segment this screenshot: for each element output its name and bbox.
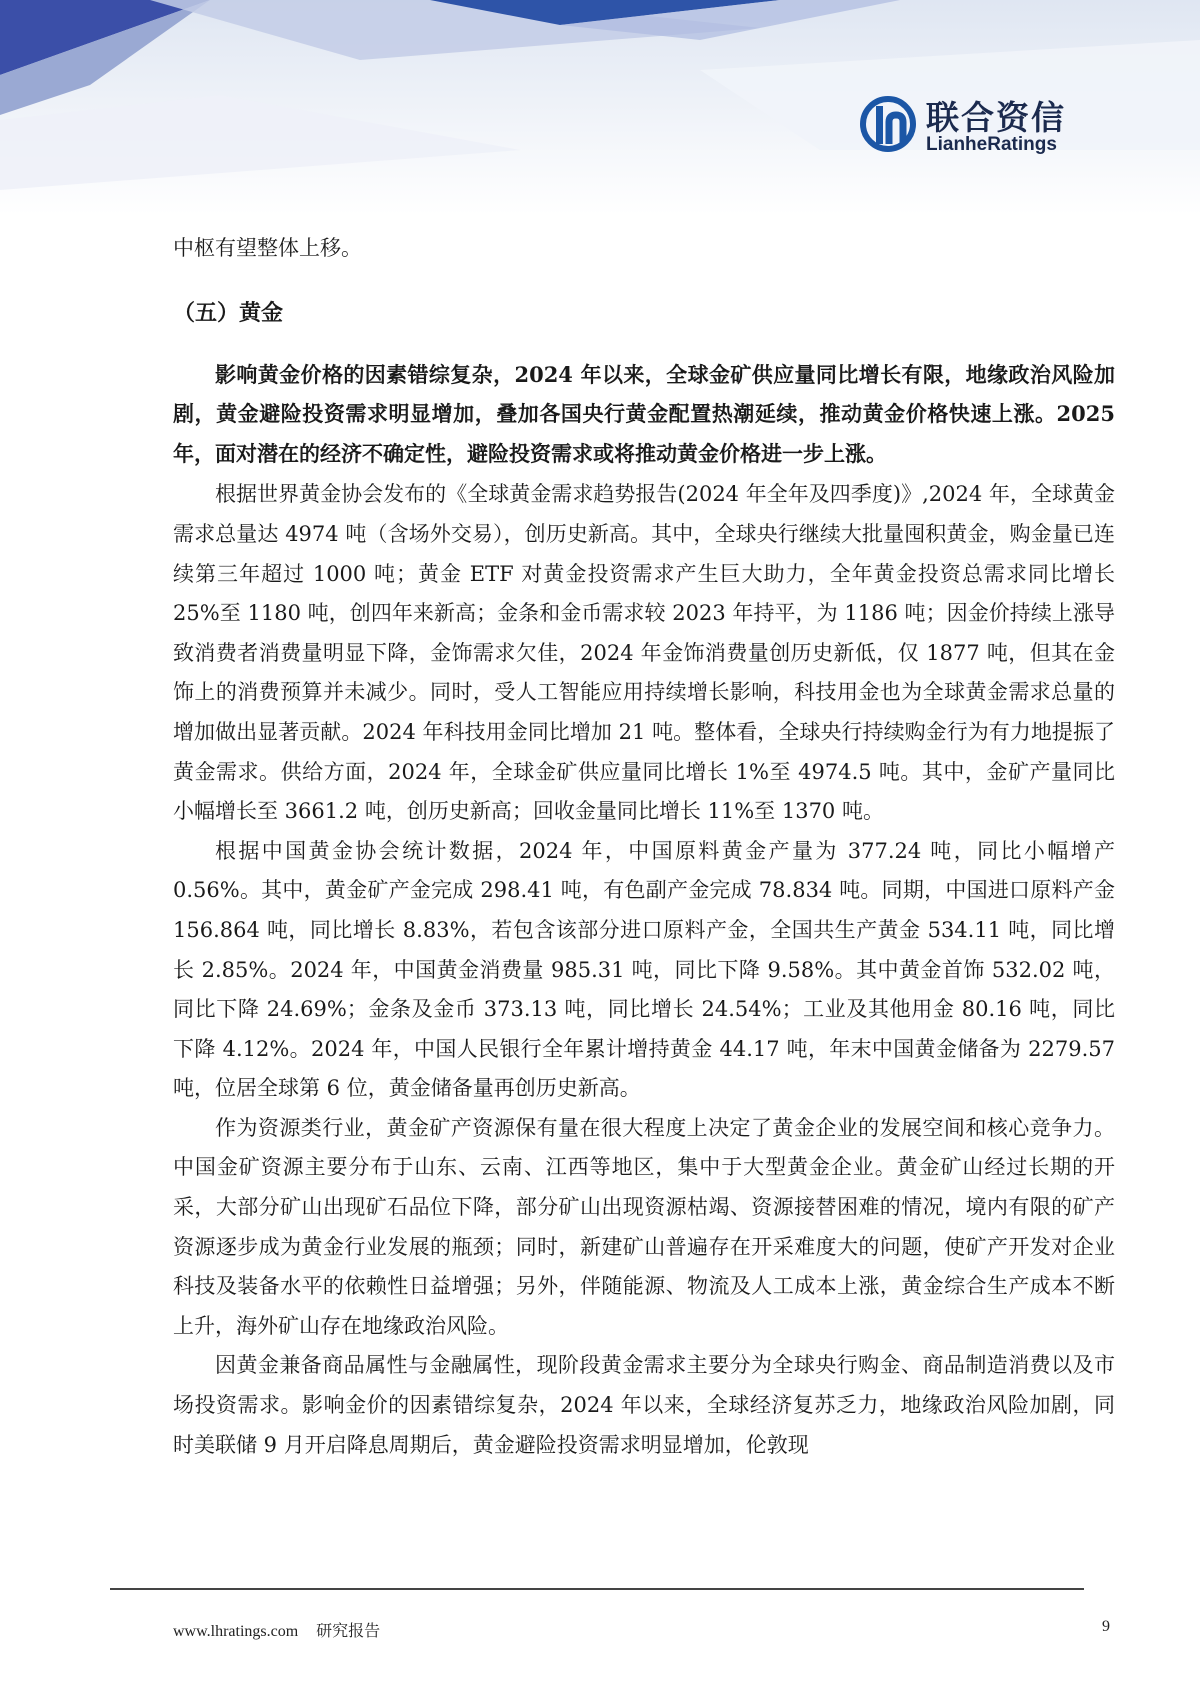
- page-number: 9: [1102, 1618, 1110, 1635]
- section-summary: 影响黄金价格的因素错综复杂，2024 年以来，全球金矿供应量同比增长有限，地缘政治风险加剧，黄金避险投资需求明显增加，叠加各国央行黄金配置热潮延续，推动黄金价格快速上涨。2025 年，面对潜在的经济不确定性，避险投资需求或将推动黄金价格进一步上涨。: [173, 361, 1115, 466]
- footer-divider: [110, 1588, 1084, 1590]
- logo-english-name: LianheRatings: [926, 134, 1057, 155]
- paragraph: 根据中国黄金协会统计数据，2024 年，中国原料黄金产量为 377.24 吨，同比小幅增产 0.56%。其中，黄金矿产金完成 298.41 吨，有色副产金完成 78.834 吨。同期，中国进口原料产金 156.864 吨，同比增长 8.83%，若包含该部分进口原料产金，全国共生产黄金 534.11 吨，同比增长 2.85%。2024 年，中国黄金消费量 985.31 吨，同比下降 9.58%。其中黄金首饰 532.02 吨，同比下降 24.69%；金条及金币 373.13 吨，同比增长 24.54%；工业及其他用金 80.16 吨，同比下降 4.12%。2024 年，中国人民银行全年累计增持黄金 44.17 吨，年末中国黄金储备为 2279.57 吨，位居全球第 6 位，黄金储备量再创历史新高。: [173, 838, 1115, 1101]
- logo-mark-icon: [858, 92, 918, 156]
- logo-chinese-name: 联合资信: [926, 98, 1066, 137]
- paragraph: 根据世界黄金协会发布的《全球黄金需求趋势报告(2024 年全年及四季度)》,2024 年，全球黄金需求总量达 4974 吨（含场外交易），创历史新高。其中，全球央行继续大批量囤积黄金，购金量已连续第三年超过 1000 吨；黄金 ETF 对黄金投资需求产生巨大助力，全年黄金投资总需求同比增长 25%至 1180 吨，创四年来新高；金条和金币需求较 2023 年持平，为 1186 吨；因金价持续上涨导致消费者消费量明显下降，金饰需求欠佳，2024 年金饰消费量创历史新低，仅 1877 吨，但其在金饰上的消费预算并未减少。同时，受人工智能应用持续增长影响，科技用金也为全球黄金需求总量的增加做出显著贡献。2024 年科技用金同比增加 21 吨。整体看，全球央行持续购金行为有力地提振了黄金需求。供给方面，2024 年，全球金矿供应量同比增长 1%至 4974.5 吨。其中，金矿产量同比小幅增长至 3661.2 吨，创历史新高；回收金量同比增长 11%至 1370 吨。: [173, 482, 1115, 824]
- section-title: （五）黄金: [173, 300, 284, 326]
- footer-report-type: 研究报告: [316, 1623, 381, 1640]
- footer-website: www.lhratings.com: [173, 1623, 299, 1640]
- footer-info: [173, 1618, 398, 1641]
- paragraph: 作为资源类行业，黄金矿产资源保有量在很大程度上决定了黄金企业的发展空间和核心竞争力。中国金矿资源主要分布于山东、云南、江西等地区，集中于大型黄金企业。黄金矿山经过长期的开采，大部分矿山出现矿石品位下降，部分矿山出现资源枯竭、资源接替困难的情况，境内有限的矿产资源逐步成为黄金行业发展的瓶颈；同时，新建矿山普遍存在开采难度大的问题，使矿产开发对企业科技及装备水平的依赖性日益增强；另外，伴随能源、物流及人工成本上涨，黄金综合生产成本不断上升，海外矿山存在地缘政治风险。: [173, 1115, 1115, 1338]
- paragraph: 因黄金兼备商品属性与金融属性，现阶段黄金需求主要分为全球央行购金、商品制造消费以及市场投资需求。影响金价的因素错综复杂，2024 年以来，全球经济复苏乏力，地缘政治风险加剧，同时美联储 9 月开启降息周期后，黄金避险投资需求明显增加，伦敦现: [173, 1353, 1115, 1457]
- document-body: [173, 229, 1115, 1465]
- company-logo: [858, 92, 1078, 162]
- carryover-text: 中枢有望整体上移。: [173, 236, 362, 260]
